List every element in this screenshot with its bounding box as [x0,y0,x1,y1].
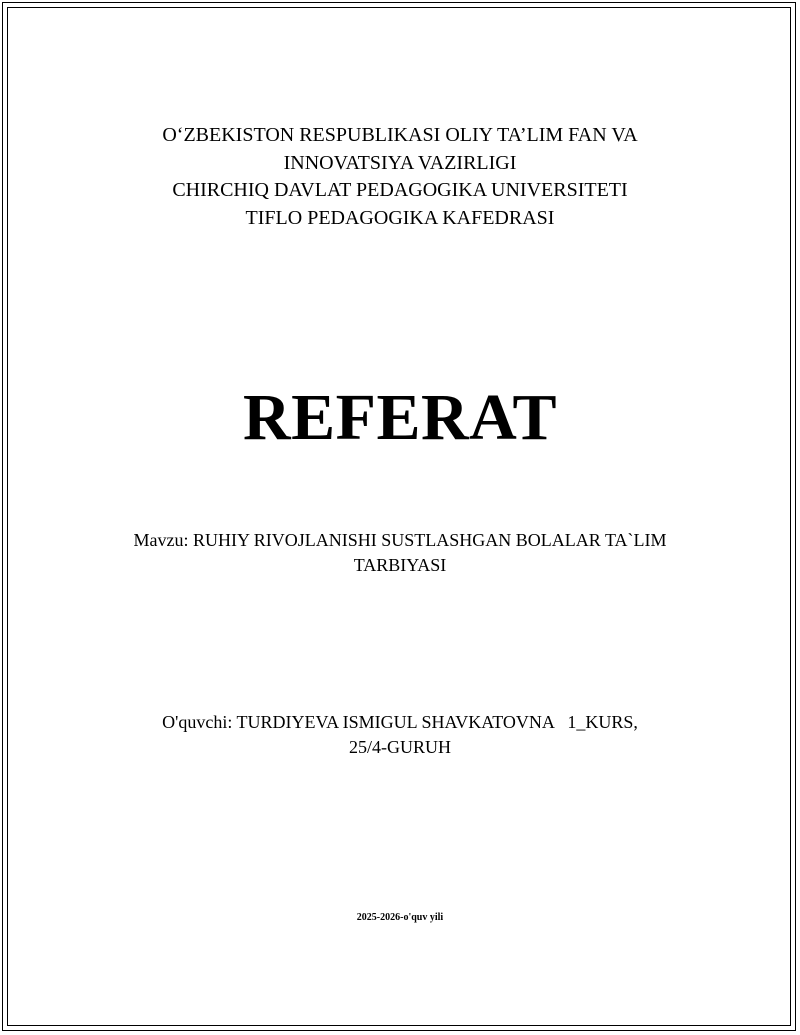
topic-line-2: TARBIYASI [353,555,447,575]
header-line-ministry-2: INNOVATSIYA VAZIRLIGI [283,151,517,174]
institution-header [0,122,800,232]
student-section [0,710,800,760]
document-title: REFERAT [243,381,557,454]
header-line-ministry-1: O‘ZBEKISTON RESPUBLIKASI OLIY TA’LIM FAN VA [162,124,638,146]
header-line-department: TIFLO PEDAGOGIKA KAFEDRASI [245,206,555,229]
academic-year: 2025-2026-o'quv yili [356,912,444,923]
topic-section [0,528,800,578]
topic-line-1: Mavzu: RUHIY RIVOJLANISHI SUSTLASHGAN BOLALAR TA`LIM [133,530,667,550]
header-line-university: CHIRCHIQ DAVLAT PEDAGOGIKA UNIVERSITETI [172,179,628,201]
student-line-2: 25/4-GURUH [349,737,451,757]
student-line-1: O'quvchi: TURDIYEVA ISMIGUL SHAVKATOVNA 1_KURS, [162,712,638,732]
